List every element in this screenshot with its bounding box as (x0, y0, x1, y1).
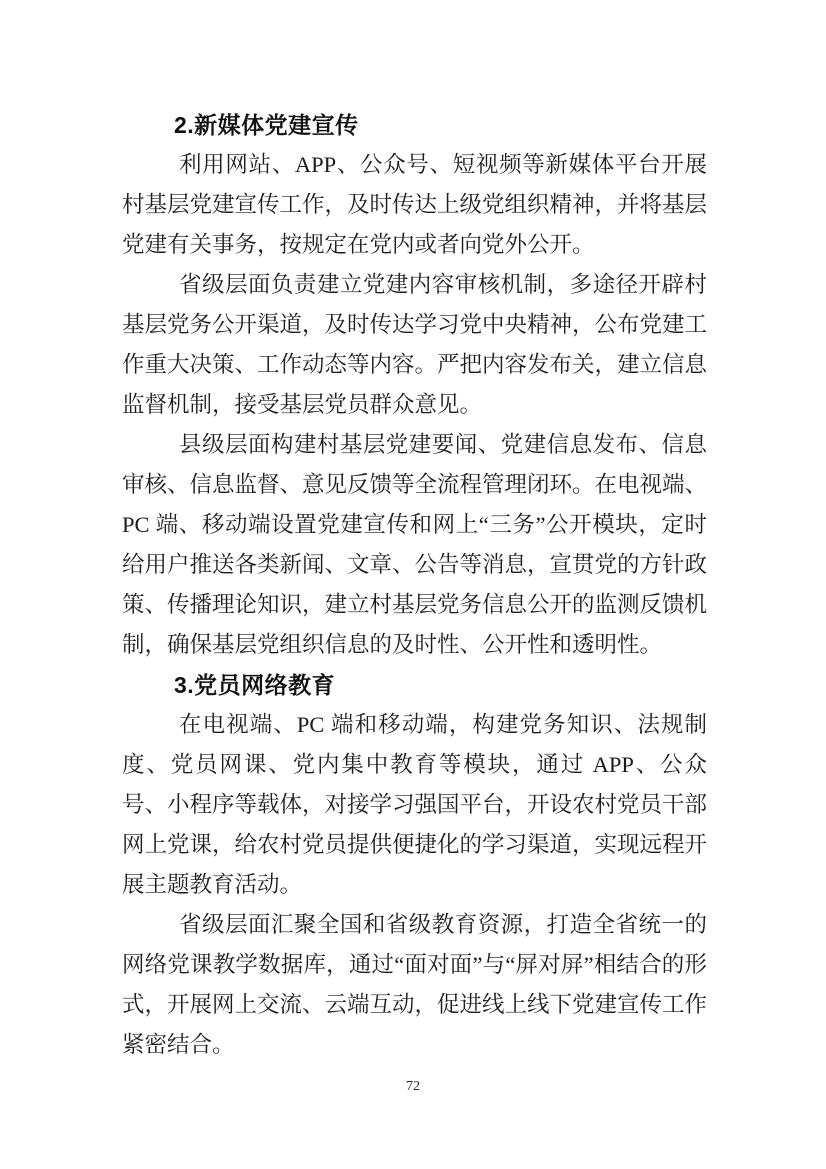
paragraph-online-education-1: 在电视端、PC 端和移动端，构建党务知识、法规制度、党员网课、党内集中教育等模块，通过 APP、公众号、小程序等载体，对接学习强国平台，开设农村党员干部网上党课，给农村党员提供便捷化的学习渠道，实现远程开展主题教育活动。 (122, 712, 708, 897)
paragraph-new-media-2: 省级层面负责建立党建内容审核机制，多途径开辟村基层党务公开渠道，及时传达学习党中央精神，公布党建工作重大决策、工作动态等内容。严把内容发布关，建立信息监督机制，接受基层党员群众意见。 (122, 272, 708, 417)
section-heading-new-media: 2.新媒体党建宣传 (174, 112, 359, 138)
page-number: 72 (406, 1079, 420, 1094)
paragraph-new-media-3: 县级层面构建村基层党建要闻、党建信息发布、信息审核、信息监督、意见反馈等全流程管理闭环。在电视端、PC 端、移动端设置党建宣传和网上“三务”公开模块，定时给用户推送各类新闻、文章、公告等消息，宣贯党的方针政策、传播理论知识，建立村基层党务信息公开的监测反馈机制，确保基层党组织信息的及时性、公开性和透明性。 (122, 432, 708, 657)
paragraph-new-media-1: 利用网站、APP、公众号、短视频等新媒体平台开展村基层党建宣传工作，及时传达上级党组织精神，并将基层党建有关事务，按规定在党内或者向党外公开。 (122, 152, 708, 257)
document-body (122, 105, 707, 1065)
paragraph-online-education-2: 省级层面汇聚全国和省级教育资源，打造全省统一的网络党课教学数据库，通过“面对面”与“屏对屏”相结合的形式，开展网上交流、云端互动，促进线上线下党建宣传工作紧密结合。 (122, 912, 708, 1057)
section-heading-online-education: 3.党员网络教育 (174, 672, 336, 698)
